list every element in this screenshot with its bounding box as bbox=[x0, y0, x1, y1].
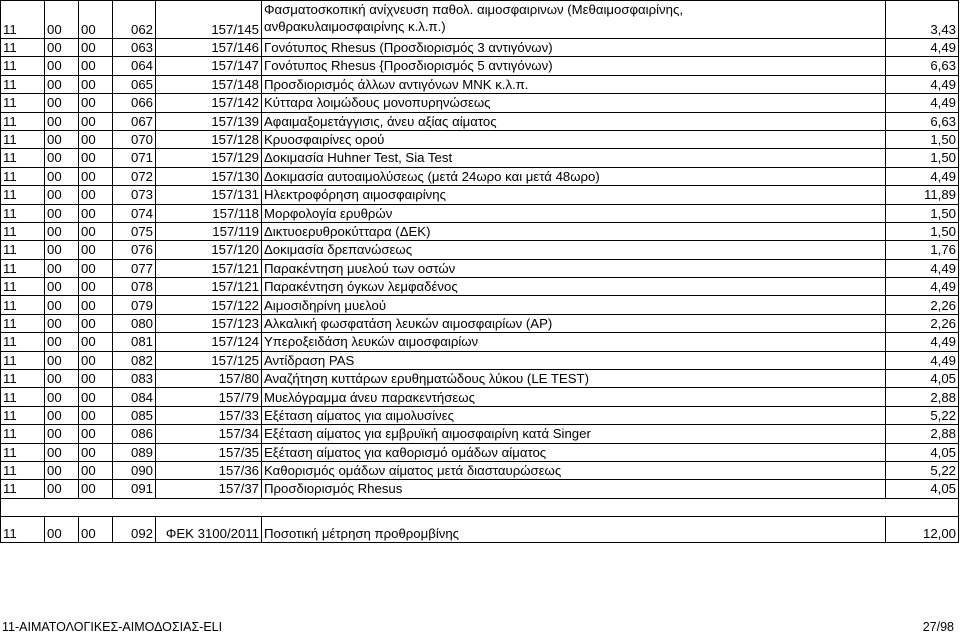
code-part-4: 063 bbox=[113, 39, 156, 57]
table-row bbox=[1, 241, 959, 259]
table-row bbox=[1, 461, 959, 479]
code-part-4: 064 bbox=[113, 57, 156, 75]
code-part-4: 066 bbox=[113, 94, 156, 112]
exam-description-text: Αναζήτηση κυττάρων ερυθηματώδους λύκου (LE TEST) bbox=[264, 371, 589, 387]
reference-code: 157/121 bbox=[156, 259, 262, 277]
code-part-3: 00 bbox=[79, 425, 113, 443]
code-part-4: 062 bbox=[113, 1, 156, 39]
code-part-2: 00 bbox=[45, 149, 79, 167]
exam-description-text: Παρακέντηση μυελού των οστών bbox=[264, 260, 456, 276]
exam-description bbox=[262, 406, 886, 424]
exam-price: 11,89 bbox=[886, 186, 959, 204]
exam-price: 4,49 bbox=[886, 167, 959, 185]
exam-description bbox=[262, 480, 886, 498]
code-part-1: 11 bbox=[1, 425, 45, 443]
code-part-3: 00 bbox=[79, 167, 113, 185]
exam-price: 2,26 bbox=[886, 296, 959, 314]
code-part-3: 00 bbox=[79, 204, 113, 222]
table-row bbox=[1, 517, 959, 543]
exam-description-text: Ποσοτική μέτρηση προθρομβίνης bbox=[264, 525, 460, 541]
code-part-4: 070 bbox=[113, 130, 156, 148]
exam-description bbox=[262, 186, 886, 204]
code-part-2: 00 bbox=[45, 333, 79, 351]
table-row bbox=[1, 57, 959, 75]
reference-code: 157/35 bbox=[156, 443, 262, 461]
code-part-4: 080 bbox=[113, 314, 156, 332]
reference-code: 157/80 bbox=[156, 370, 262, 388]
code-part-1: 11 bbox=[1, 167, 45, 185]
exam-description bbox=[262, 39, 886, 57]
code-part-1: 11 bbox=[1, 480, 45, 498]
code-part-2: 00 bbox=[45, 241, 79, 259]
code-part-3: 00 bbox=[79, 112, 113, 130]
reference-code: 157/129 bbox=[156, 149, 262, 167]
code-part-1: 11 bbox=[1, 222, 45, 240]
exam-price: 5,22 bbox=[886, 461, 959, 479]
exam-description bbox=[262, 57, 886, 75]
code-part-3: 00 bbox=[79, 461, 113, 479]
code-part-1: 11 bbox=[1, 333, 45, 351]
code-part-2: 00 bbox=[45, 222, 79, 240]
exam-description bbox=[262, 314, 886, 332]
code-part-3: 00 bbox=[79, 130, 113, 148]
code-part-2: 00 bbox=[45, 461, 79, 479]
code-part-3: 00 bbox=[79, 333, 113, 351]
exam-description bbox=[262, 461, 886, 479]
exam-description-text: Εξέταση αίματος για καθορισμό ομάδων αίματος bbox=[264, 444, 547, 460]
exam-description-text: ανθρακυλαιμοσφαιρίνης κ.λ.π.) bbox=[264, 19, 446, 35]
code-part-3: 00 bbox=[79, 241, 113, 259]
exam-description-text: Δικτυοερυθροκύτταρα (ΔΕΚ) bbox=[264, 224, 431, 239]
code-part-1: 11 bbox=[1, 370, 45, 388]
code-part-1: 11 bbox=[1, 314, 45, 332]
table-row bbox=[1, 186, 959, 204]
exam-price: 4,05 bbox=[886, 370, 959, 388]
table-row bbox=[1, 443, 959, 461]
reference-code: 157/130 bbox=[156, 167, 262, 185]
code-part-2: 00 bbox=[45, 75, 79, 93]
code-part-1: 11 bbox=[1, 186, 45, 204]
code-part-4: 091 bbox=[113, 480, 156, 498]
footer-document-name: 11-ΑΙΜΑΤΟΛΟΓΙΚΕΣ-ΑΙΜΟΔΟΣΙΑΣ-ELI bbox=[2, 620, 223, 634]
code-part-4: 090 bbox=[113, 461, 156, 479]
exam-description-text: Καθορισμός ομάδων αίματος μετά διασταυρώσεως bbox=[264, 463, 562, 479]
exam-description-text: Γονότυπος Rhesus {Προσδιορισμός 5 αντιγόνων) bbox=[264, 58, 553, 74]
exam-description-text: Αλκαλική φωσφατάση λευκών αιμοσφαιρίων (AP) bbox=[264, 315, 553, 331]
code-part-2: 00 bbox=[45, 1, 79, 39]
exam-description bbox=[262, 388, 886, 406]
code-part-4: 083 bbox=[113, 370, 156, 388]
exam-price: 4,05 bbox=[886, 480, 959, 498]
code-part-1: 11 bbox=[1, 57, 45, 75]
table-row bbox=[1, 222, 959, 240]
code-part-4: 085 bbox=[113, 406, 156, 424]
code-part-1: 11 bbox=[1, 130, 45, 148]
exam-price: 6,63 bbox=[886, 57, 959, 75]
exam-description bbox=[262, 370, 886, 388]
code-part-1: 11 bbox=[1, 1, 45, 39]
code-part-2: 00 bbox=[45, 314, 79, 332]
code-part-3: 00 bbox=[79, 480, 113, 498]
exam-price: 1,50 bbox=[886, 222, 959, 240]
code-part-4: 089 bbox=[113, 443, 156, 461]
code-part-4: 077 bbox=[113, 259, 156, 277]
code-part-3: 00 bbox=[79, 406, 113, 424]
table-row bbox=[1, 94, 959, 112]
code-part-2: 00 bbox=[45, 167, 79, 185]
code-part-2: 00 bbox=[45, 406, 79, 424]
code-part-1: 11 bbox=[1, 461, 45, 479]
code-part-3: 00 bbox=[79, 351, 113, 369]
code-part-3: 00 bbox=[79, 186, 113, 204]
exam-description bbox=[262, 222, 886, 240]
table-row bbox=[1, 1, 959, 39]
reference-code: 157/34 bbox=[156, 425, 262, 443]
reference-code: 157/146 bbox=[156, 39, 262, 57]
reference-code: 157/119 bbox=[156, 222, 262, 240]
reference-code: 157/148 bbox=[156, 75, 262, 93]
footer-page-number: 27/98 bbox=[922, 620, 954, 634]
code-part-1: 11 bbox=[1, 75, 45, 93]
reference-code: 157/37 bbox=[156, 480, 262, 498]
exam-description-text: Προσδιορισμός Rhesus bbox=[264, 481, 403, 497]
exam-description-text: Αφαιμαξομετάγγισις, άνευ αξίας αίματος bbox=[264, 113, 497, 129]
table-row bbox=[1, 204, 959, 222]
code-part-3: 00 bbox=[79, 370, 113, 388]
code-part-1: 11 bbox=[1, 149, 45, 167]
table-row bbox=[1, 75, 959, 93]
reference-code: 157/120 bbox=[156, 241, 262, 259]
exam-description-text: Ηλεκτροφόρηση αιμοσφαιρίνης bbox=[264, 187, 446, 203]
exam-description bbox=[262, 278, 886, 296]
code-part-4: 076 bbox=[113, 241, 156, 259]
exam-description-text: Εξέταση αίματος για εμβρυϊκή αιμοσφαιρίνη κατά Singer bbox=[264, 426, 591, 442]
table-row bbox=[1, 388, 959, 406]
exam-description bbox=[262, 130, 886, 148]
exam-price: 1,50 bbox=[886, 149, 959, 167]
code-part-2: 00 bbox=[45, 259, 79, 277]
code-part-2: 00 bbox=[45, 186, 79, 204]
table-row bbox=[1, 425, 959, 443]
exam-price: 4,49 bbox=[886, 94, 959, 112]
code-part-2: 00 bbox=[45, 278, 79, 296]
reference-code: 157/79 bbox=[156, 388, 262, 406]
exam-description bbox=[262, 333, 886, 351]
code-part-2: 00 bbox=[45, 39, 79, 57]
exam-price: 2,88 bbox=[886, 425, 959, 443]
code-part-1: 11 bbox=[1, 112, 45, 130]
exam-description-text: Δοκιμασία αυτοαιμολύσεως (μετά 24ωρο και μετά 48ωρο) bbox=[264, 168, 600, 184]
exam-description-text: Παρακέντηση όγκων λεμφαδένος bbox=[264, 279, 458, 295]
exam-price: 3,43 bbox=[886, 1, 959, 39]
code-part-2: 00 bbox=[45, 296, 79, 314]
reference-code: 157/121 bbox=[156, 278, 262, 296]
exam-price: 2,88 bbox=[886, 388, 959, 406]
code-part-3: 00 bbox=[79, 314, 113, 332]
code-part-2: 00 bbox=[45, 351, 79, 369]
table-row bbox=[1, 112, 959, 130]
reference-code: 157/139 bbox=[156, 112, 262, 130]
exam-description-text: Προσδιορισμός άλλων αντιγόνων MNK κ.λ.π. bbox=[264, 76, 529, 92]
table-row bbox=[1, 296, 959, 314]
reference-code: 157/118 bbox=[156, 204, 262, 222]
table-row bbox=[1, 314, 959, 332]
reference-code: ΦΕΚ 3100/2011 bbox=[156, 517, 262, 543]
table-row bbox=[1, 406, 959, 424]
code-part-3: 00 bbox=[79, 149, 113, 167]
exam-price: 12,00 bbox=[886, 517, 959, 543]
exam-price: 4,49 bbox=[886, 39, 959, 57]
code-part-3: 00 bbox=[79, 517, 113, 543]
table-row bbox=[1, 480, 959, 498]
table-row bbox=[1, 39, 959, 57]
exam-description-text: Κρυοσφαιρίνες ορού bbox=[264, 132, 385, 148]
table-row bbox=[1, 370, 959, 388]
code-part-3: 00 bbox=[79, 1, 113, 39]
table-row bbox=[1, 149, 959, 167]
exam-description-text: Μορφολογία ερυθρών bbox=[264, 205, 393, 221]
exam-description-text: Κύτταρα λοιμώδους μονοπυρηνώσεως bbox=[264, 95, 491, 111]
spacer-row bbox=[1, 498, 959, 516]
exam-description bbox=[262, 351, 886, 369]
code-part-1: 11 bbox=[1, 94, 45, 112]
reference-code: 157/142 bbox=[156, 94, 262, 112]
code-part-2: 00 bbox=[45, 388, 79, 406]
code-part-3: 00 bbox=[79, 222, 113, 240]
table-row bbox=[1, 333, 959, 351]
exam-description bbox=[262, 241, 886, 259]
code-part-3: 00 bbox=[79, 296, 113, 314]
reference-code: 157/131 bbox=[156, 186, 262, 204]
code-part-2: 00 bbox=[45, 370, 79, 388]
code-part-2: 00 bbox=[45, 425, 79, 443]
code-part-4: 072 bbox=[113, 167, 156, 185]
code-part-2: 00 bbox=[45, 130, 79, 148]
reference-code: 157/122 bbox=[156, 296, 262, 314]
code-part-1: 11 bbox=[1, 517, 45, 543]
code-part-1: 11 bbox=[1, 406, 45, 424]
exam-price: 1,50 bbox=[886, 204, 959, 222]
code-part-4: 084 bbox=[113, 388, 156, 406]
exam-description-text: Υπεροξειδάση λευκών αιμοσφαιρίων bbox=[264, 334, 479, 350]
exam-description-line-1: Φασματοσκοπική ανίχνευση παθολ. αιμοσφαιρινων (Μεθαιμοσφαιρίνης, bbox=[264, 2, 683, 18]
code-part-3: 00 bbox=[79, 39, 113, 57]
code-part-2: 00 bbox=[45, 443, 79, 461]
code-part-3: 00 bbox=[79, 443, 113, 461]
code-part-4: 079 bbox=[113, 296, 156, 314]
code-part-4: 075 bbox=[113, 222, 156, 240]
code-part-3: 00 bbox=[79, 278, 113, 296]
exam-description bbox=[262, 425, 886, 443]
exam-price: 4,05 bbox=[886, 443, 959, 461]
exam-description-text: Δοκιμασία δρεπανώσεως bbox=[264, 242, 413, 258]
reference-code: 157/33 bbox=[156, 406, 262, 424]
exam-price: 6,63 bbox=[886, 112, 959, 130]
code-part-2: 00 bbox=[45, 94, 79, 112]
code-part-2: 00 bbox=[45, 480, 79, 498]
table-row bbox=[1, 351, 959, 369]
code-part-1: 11 bbox=[1, 278, 45, 296]
exam-price: 4,49 bbox=[886, 278, 959, 296]
code-part-1: 11 bbox=[1, 388, 45, 406]
reference-code: 157/147 bbox=[156, 57, 262, 75]
code-part-2: 00 bbox=[45, 204, 79, 222]
reference-code: 157/128 bbox=[156, 130, 262, 148]
code-part-4: 073 bbox=[113, 186, 156, 204]
code-part-2: 00 bbox=[45, 57, 79, 75]
code-part-3: 00 bbox=[79, 75, 113, 93]
code-part-3: 00 bbox=[79, 57, 113, 75]
code-part-2: 00 bbox=[45, 112, 79, 130]
code-part-2: 00 bbox=[45, 517, 79, 543]
exam-description bbox=[262, 259, 886, 277]
code-part-4: 074 bbox=[113, 204, 156, 222]
exam-description-text: Μυελόγραμμα άνευ παρακεντήσεως bbox=[264, 389, 475, 405]
code-part-1: 11 bbox=[1, 443, 45, 461]
exam-description bbox=[262, 296, 886, 314]
exam-description-text: Δοκιμασία Huhner Test, Sia Test bbox=[264, 150, 453, 166]
code-part-1: 11 bbox=[1, 39, 45, 57]
reference-code: 157/36 bbox=[156, 461, 262, 479]
reference-code: 157/145 bbox=[156, 1, 262, 39]
code-part-1: 11 bbox=[1, 296, 45, 314]
exam-price: 4,49 bbox=[886, 351, 959, 369]
table-row bbox=[1, 167, 959, 185]
code-part-1: 11 bbox=[1, 204, 45, 222]
exam-description bbox=[262, 204, 886, 222]
code-part-4: 071 bbox=[113, 149, 156, 167]
exam-price: 2,26 bbox=[886, 314, 959, 332]
code-part-1: 11 bbox=[1, 259, 45, 277]
code-part-3: 00 bbox=[79, 259, 113, 277]
code-part-4: 065 bbox=[113, 75, 156, 93]
code-part-4: 067 bbox=[113, 112, 156, 130]
code-part-3: 00 bbox=[79, 388, 113, 406]
code-part-4: 082 bbox=[113, 351, 156, 369]
code-part-4: 086 bbox=[113, 425, 156, 443]
table-row bbox=[1, 130, 959, 148]
spacer-cell bbox=[1, 498, 959, 516]
table-row bbox=[1, 259, 959, 277]
exam-price: 4,49 bbox=[886, 259, 959, 277]
exam-price: 4,49 bbox=[886, 333, 959, 351]
exam-price: 4,49 bbox=[886, 75, 959, 93]
exam-description bbox=[262, 149, 886, 167]
reference-code: 157/123 bbox=[156, 314, 262, 332]
exam-description bbox=[262, 94, 886, 112]
reference-code: 157/124 bbox=[156, 333, 262, 351]
table-row bbox=[1, 278, 959, 296]
code-part-1: 11 bbox=[1, 241, 45, 259]
exam-description bbox=[262, 167, 886, 185]
exam-description bbox=[262, 443, 886, 461]
exam-description bbox=[262, 112, 886, 130]
code-part-4: 092 bbox=[113, 517, 156, 543]
exam-price: 1,50 bbox=[886, 130, 959, 148]
code-part-3: 00 bbox=[79, 94, 113, 112]
code-part-4: 081 bbox=[113, 333, 156, 351]
code-part-4: 078 bbox=[113, 278, 156, 296]
code-part-1: 11 bbox=[1, 351, 45, 369]
exam-description-text: Αιμοσιδηρίνη μυελού bbox=[264, 297, 387, 313]
exam-description-text: Εξέταση αίματος για αιμολυσίνες bbox=[264, 407, 454, 423]
exam-description-text: Αντίδραση PAS bbox=[264, 352, 355, 368]
exam-description bbox=[262, 517, 886, 543]
reference-code: 157/125 bbox=[156, 351, 262, 369]
exam-description bbox=[262, 75, 886, 93]
exam-description-text: Γονότυπος Rhesus (Προσδιορισμός 3 αντιγόνων) bbox=[264, 40, 553, 56]
exam-price: 1,76 bbox=[886, 241, 959, 259]
exam-price: 5,22 bbox=[886, 406, 959, 424]
exam-description bbox=[262, 1, 886, 39]
